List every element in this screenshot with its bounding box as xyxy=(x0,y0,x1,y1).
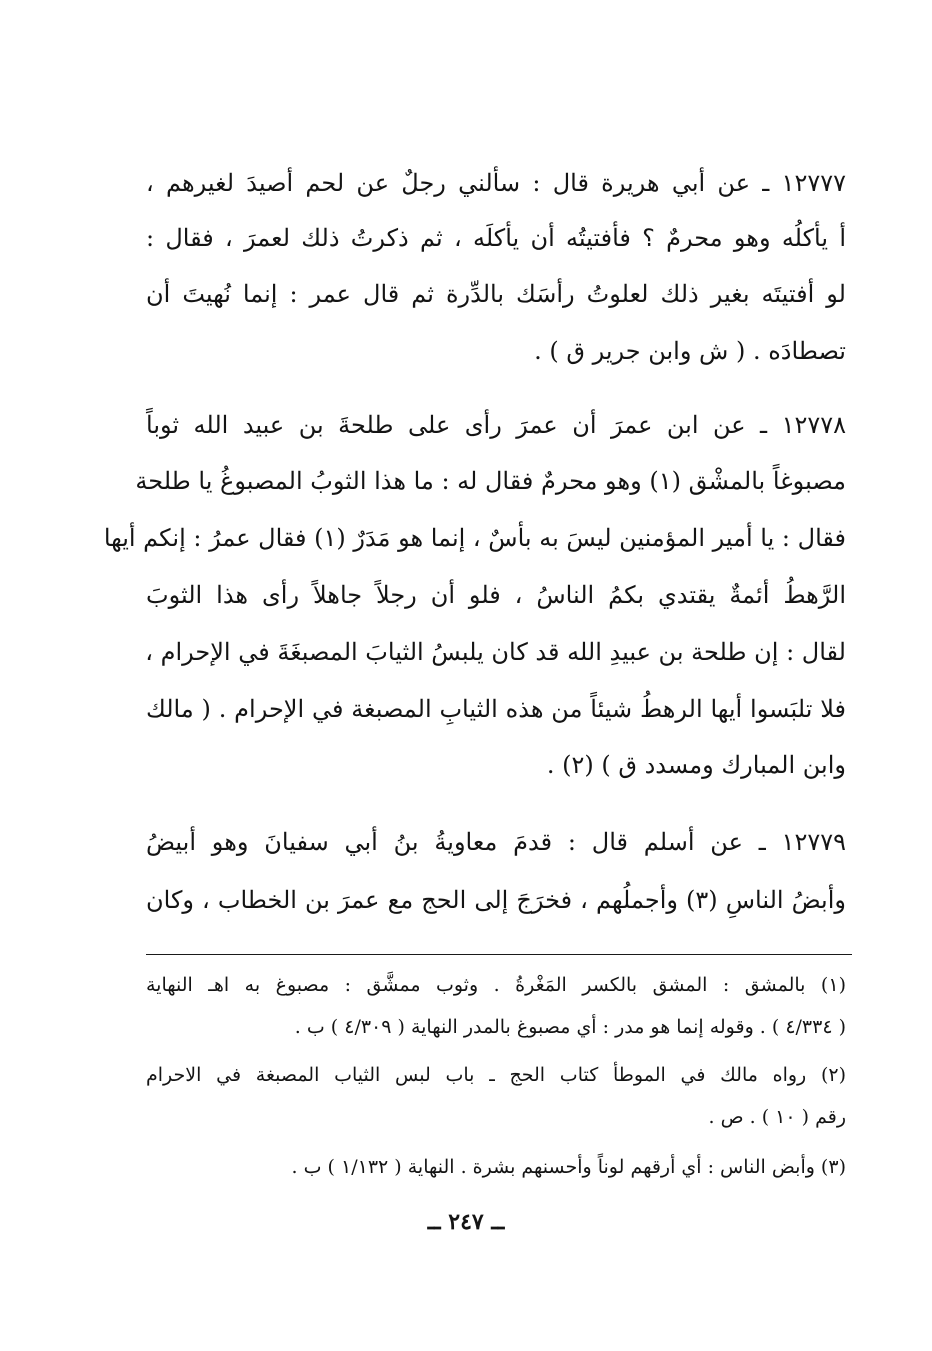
text-line: ١٢٧٧٩ ـ عن أسلم قال : قدمَ معاويةُ بنُ أبي سفيانَ وهو أبيضُ xyxy=(146,828,846,856)
text-line: وأبضُ الناسِ (٣) وأجملُهم ، فخرَجَ إلى الحج مع عمرَ بن الخطاب ، وكان xyxy=(146,886,846,914)
text-line: مصبوغاً بالمشْق (١) وهو محرمٌ فقال له : ما هذا الثوبُ المصبوغُ يا طلحة xyxy=(135,467,846,495)
footnote-line: رقم ( ١٠ ) . ص . xyxy=(708,1106,846,1128)
footnote-line: (١) بالمشق : المشق بالكسر المَغْرةُ . وثوب ممشَّق : مصبوغ به اهـ النهاية xyxy=(146,974,846,996)
text-line: لو أفتيتَه بغير ذلك لعلوتُ رأسَك بالدِّرة ثم قال عمر : إنما نُهيتَ أن xyxy=(146,280,846,308)
footnote-line: (٣) وأبض الناس : أي أرقهم لوناً وأحسنهم بشرة . النهاية ( ١/١٣٢ ) ب . xyxy=(291,1156,846,1178)
footnote-line: (٢) رواه مالك في الموطأ كتاب الحج ـ باب لبس الثياب المصبغة في الاحرام xyxy=(146,1064,846,1086)
text-line: ١٢٧٧٧ ـ عن أبي هريرة قال : سألني رجلٌ عن لحم أصيدَ لغيرهم ، xyxy=(146,169,846,197)
text-line: لقال : إن طلحة بن عبيدِ الله قد كان يلبسُ الثيابَ المصبغَةَ في الإحرام ، xyxy=(145,638,846,666)
footnote-line: ( ٤/٣٣٤ ) . وقوله إنما هو مدر : أي مصبوغ بالمدر النهاية ( ٤/٣٠٩ ) ب . xyxy=(294,1016,846,1038)
footnote-separator xyxy=(146,954,852,955)
text-line: الرَّهطُ أئمةٌ يقتدي بكمُ الناسُ ، فلو أن رجلاً جاهلاً رأى هذا الثوبَ xyxy=(146,581,846,609)
text-line: فلا تلبَسوا أيها الرهطُ شيئاً من هذه الثيابِ المصبغة في الإحرام . ( مالك xyxy=(146,695,846,723)
page-number: ــ ٢٤٧ ــ xyxy=(427,1209,505,1235)
text-line: فقال : يا أمير المؤمنين ليسَ به بأسٌ ، إنما هو مَدَرٌ (١) فقال عمرُ : إنكم أيها xyxy=(103,524,846,552)
text-line: تصطادَه . ( ش وابن جرير ق ) . xyxy=(534,337,846,365)
text-line: وابن المبارك ومسدد ق ) (٢) . xyxy=(546,751,846,779)
text-line: ١٢٧٧٨ ـ عن ابن عمرَ أن عمرَ رأى على طلحةَ بن عبيد الله ثوباً xyxy=(146,411,847,439)
text-line: أ يأكلُه وهو محرمٌ ؟ فأفتيتُه أن يأكلَه ، ثم ذكرتُ ذلك لعمرَ ، فقال : xyxy=(146,224,846,252)
